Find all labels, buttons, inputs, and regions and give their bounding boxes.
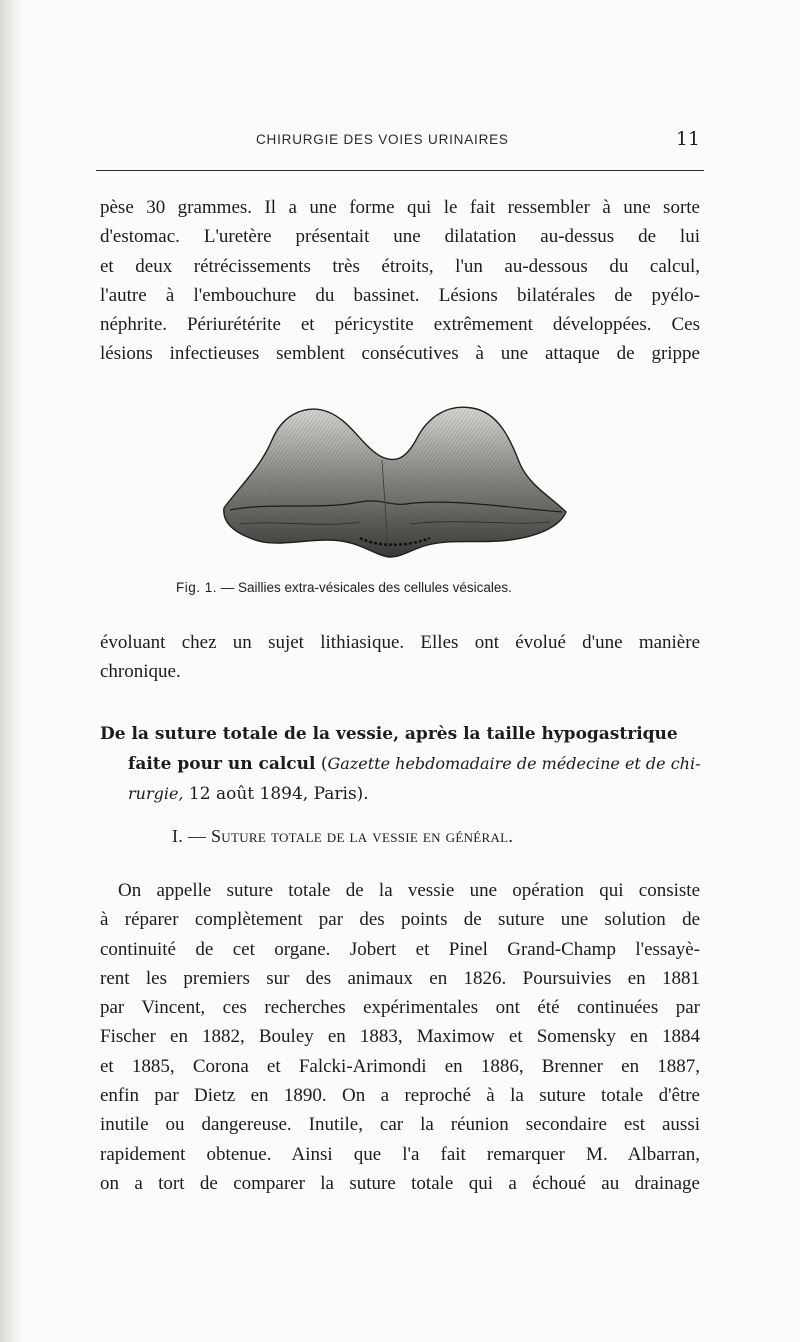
paragraph-2 xyxy=(100,628,700,687)
text-line: par Vincent, ces recherches expérimentales ont été continuées par xyxy=(100,997,700,1019)
text-line: rapidement obtenue. Ainsi que l'a fait remarquer M. Albarran, xyxy=(100,1143,700,1165)
text-line: continuité de cet organe. Jobert et Pinel Grand-Champ l'essayè- xyxy=(100,938,700,960)
text-line: évoluant chez un sujet lithiasique. Elles ont évolué d'une manière xyxy=(100,632,700,653)
header-rule xyxy=(96,170,704,171)
source-date: 12 août 1894, Paris). xyxy=(183,784,369,804)
text-line: néphrite. Périurétérite et péricystite extrêmement développées. Ces xyxy=(100,314,700,336)
text-line: inutile ou dangereuse. Inutile, car la réunion secondaire est aussi xyxy=(100,1114,700,1136)
text-line: On appelle suture totale de la vessie une opération qui consiste xyxy=(118,880,700,901)
text-line: à réparer complètement par des points de suture une solution de xyxy=(100,909,700,931)
page-gutter-shadow xyxy=(0,0,22,1342)
figure-label: Fig. 1. xyxy=(176,580,218,595)
figure-caption xyxy=(176,580,512,595)
paragraph-1 xyxy=(100,193,700,369)
page-header xyxy=(96,130,706,156)
text-line: pèse 30 grammes. Il a une forme qui le fait ressembler à une sorte xyxy=(100,197,700,218)
page-number: 11 xyxy=(675,128,700,150)
text-line: et 1885, Corona et Falcki-Arimondi en 1886, Brenner en 1887, xyxy=(100,1055,700,1077)
running-head: CHIRURGIE DES VOIES URINAIRES xyxy=(256,132,509,147)
calculus-engraving-icon xyxy=(210,398,580,573)
text-line: Fischer en 1882, Bouley en 1883, Maximow et Somensky en 1884 xyxy=(100,1026,700,1048)
source-journal: Gazette hebdomadaire de médecine et de chi- xyxy=(327,754,701,773)
source-journal-continued: rurgie, xyxy=(128,784,184,803)
article-title-line-1: De la suture totale de la vessie, après la taille hypogastrique xyxy=(100,724,678,744)
text-line: rent les premiers sur des animaux en 1826. Poursuivies en 1881 xyxy=(100,967,700,989)
text-line: l'autre à l'embouchure du bassinet. Lésions bilatérales de pyélo- xyxy=(100,284,700,306)
text-line: lésions infectieuses semblent consécutives à une attaque de grippe xyxy=(100,343,700,365)
source-open: ( xyxy=(315,754,328,774)
figure-caption-text: — Saillies extra-vésicales des cellules vésicales. xyxy=(217,580,512,595)
section-title: Suture totale de la vessie en général. xyxy=(211,826,514,846)
text-line: chronique. xyxy=(100,661,181,683)
text-line: on a tort de comparer la suture totale qui a échoué au drainage xyxy=(100,1172,700,1194)
article-title xyxy=(100,720,710,809)
section-heading xyxy=(172,826,513,847)
article-title-line-2: faite pour un calcul xyxy=(128,754,316,774)
text-line: et deux rétrécissements très étroits, l'un au-dessous du calcul, xyxy=(100,255,700,277)
text-line: enfin par Dietz en 1890. On a reproché à la suture totale d'être xyxy=(100,1085,700,1107)
section-number: I. — xyxy=(172,826,211,846)
paragraph-3 xyxy=(100,876,700,1198)
text-line: d'estomac. L'uretère présentait une dilatation au-dessus de lui xyxy=(100,226,700,248)
